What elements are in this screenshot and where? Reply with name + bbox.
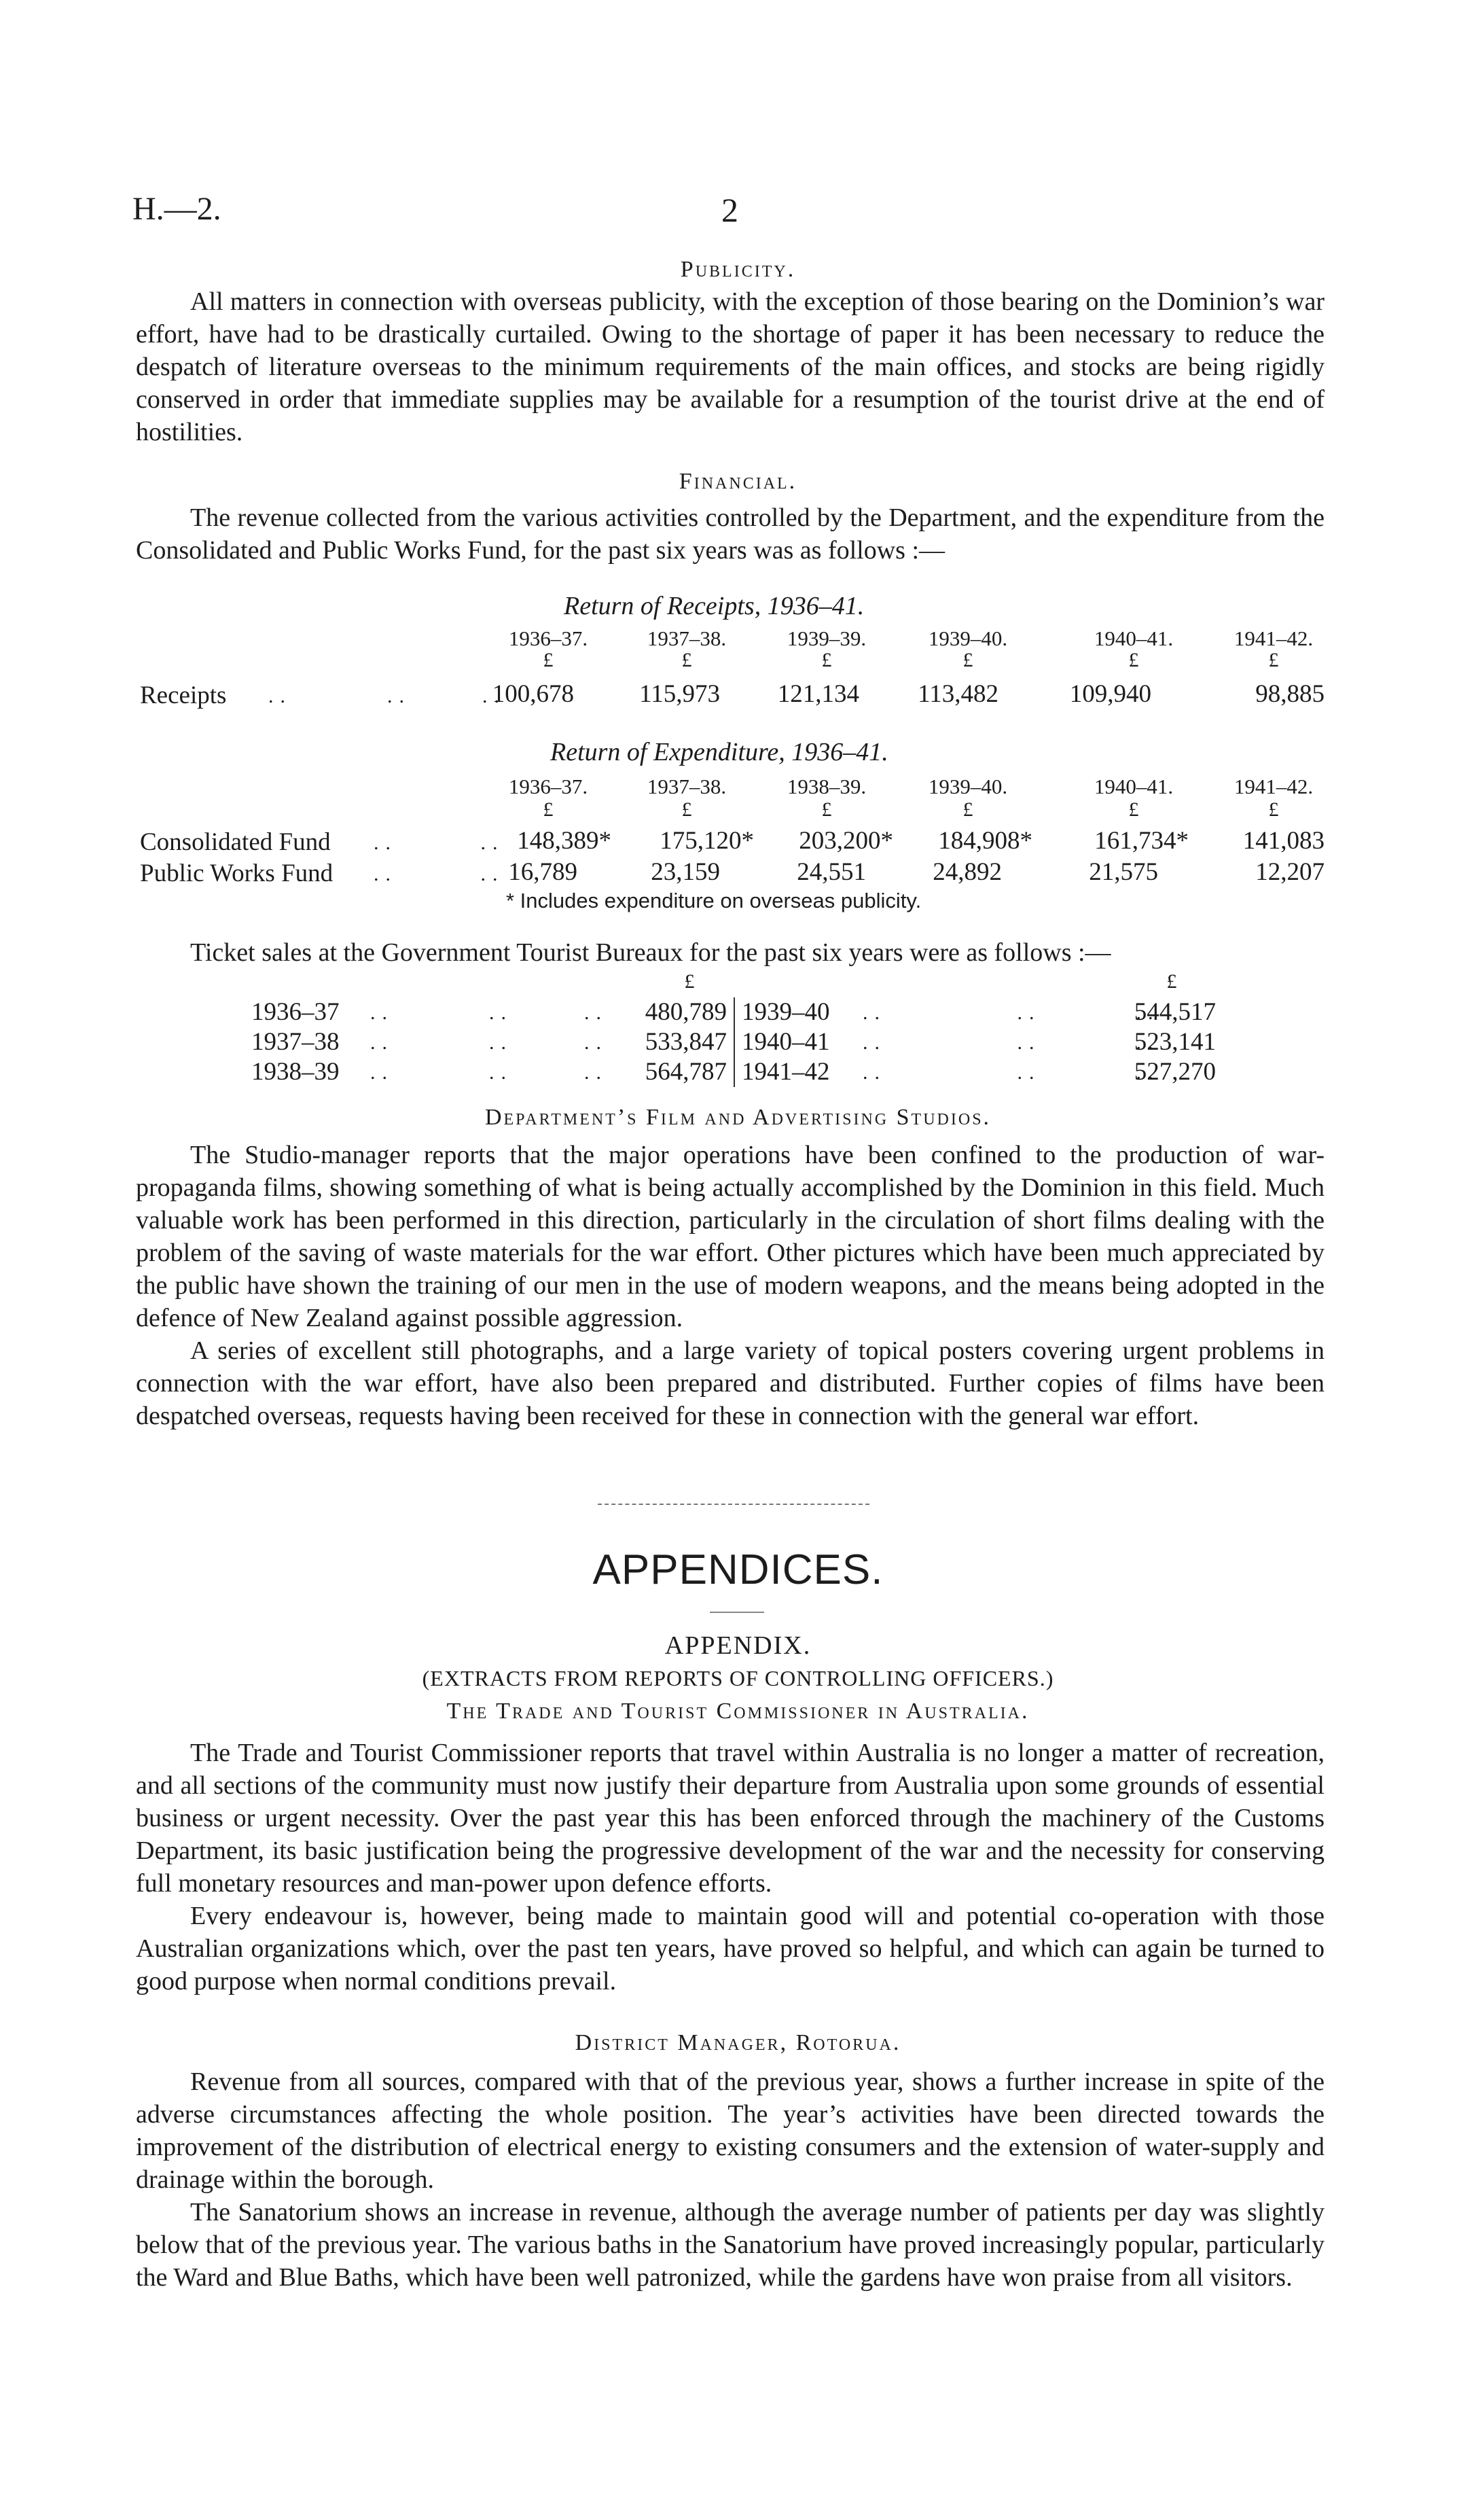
ticket-text: Ticket sales at the Government Tourist Bureaux for the past six years were as follows :— <box>190 938 1111 967</box>
consolidated-value-4: 184,908* <box>938 827 1032 855</box>
expenditure-unit-2: £ <box>681 798 692 821</box>
publicity-text: All matters in connection with overseas publicity, with the exception of those bearing on the Dominion’s war effort, have had to be drastically curtailed. Owing to the shortage of paper it has been necessary to reduce the despatch of literature overseas to the minimum requirements of the main offices, and stocks are being rigidly conserved in order that immediate supplies may be available for a resumption of the tourist drive at the end of hostilities. <box>136 287 1325 446</box>
studios-paragraph-2: A series of excellent still photographs, and a large variety of topical posters covering urgent problems in connection with the war effort, have also been prepared and distributed. Further copies of films have been despatched overseas, requests having been received for these in connection with the general war effort. <box>136 1336 1325 1430</box>
financial-paragraph <box>136 501 1325 567</box>
ticket-right-value-1: 544,517 <box>1134 998 1216 1026</box>
leader-dots: .. .. .. <box>370 1031 608 1054</box>
public-works-fund-label: Public Works Fund <box>140 859 334 887</box>
ticket-right-value-2: 523,141 <box>1134 1028 1216 1056</box>
studios-paragraphs <box>136 1139 1325 1432</box>
receipts-value-3: 121,134 <box>777 680 859 708</box>
ticket-divider <box>734 1027 735 1057</box>
trade-paragraph-1: The Trade and Tourist Commissioner reports that travel within Australia is no longer a matter of recreation, and all sections of the community must now justify their departure from Australia upon some grounds of essential business or urgent necessity. Over the past year this has been enforced through the machinery of the Customs Department, its basic justification being the progressive development of the war and the necessity for conserving full monetary resources and man-power upon defence efforts. <box>136 1739 1325 1898</box>
leader-dots: .. .. .. <box>863 1001 1160 1024</box>
receipts-unit-6: £ <box>1268 649 1279 671</box>
document-code: H.—2. <box>132 191 221 227</box>
public-works-value-1: 16,789 <box>508 858 577 886</box>
receipts-year-2: 1937–38. <box>647 626 727 650</box>
expenditure-footnote: * Includes expenditure on overseas publicity. <box>506 889 922 912</box>
receipts-unit-3: £ <box>821 649 832 671</box>
receipts-year-5: 1940–41. <box>1094 626 1174 650</box>
publicity-title: Publicity. <box>680 257 796 282</box>
ticket-divider <box>734 997 735 1027</box>
expenditure-year-4: 1939–40. <box>928 775 1008 798</box>
consolidated-value-3: 203,200* <box>799 827 893 855</box>
expenditure-table-title: Return of Expenditure, 1936–41. <box>550 738 888 766</box>
public-works-value-6: 12,207 <box>1255 858 1325 886</box>
publicity-paragraph <box>136 285 1325 448</box>
receipts-year-4: 1939–40. <box>928 626 1008 650</box>
receipts-unit-1: £ <box>543 649 554 671</box>
rotorua-title: District Manager, Rotorua. <box>575 2030 901 2055</box>
public-works-value-5: 21,575 <box>1089 858 1158 886</box>
ticket-right-year-1: 1939–40 <box>742 998 830 1026</box>
expenditure-year-1: 1936–37. <box>508 775 588 798</box>
leader-dots: .. .. .. <box>863 1061 1160 1084</box>
leader-dots: .. .. .. <box>370 1001 608 1024</box>
section-divider <box>598 1504 869 1505</box>
ticket-left-year-3: 1938–39 <box>251 1058 340 1086</box>
expenditure-unit-3: £ <box>821 798 832 821</box>
consolidated-value-1: 148,389* <box>517 827 611 855</box>
leader-dots: .. .. .. <box>370 1061 608 1084</box>
public-works-value-3: 24,551 <box>797 858 866 886</box>
page-number: 2 <box>721 191 738 229</box>
receipts-unit-2: £ <box>681 649 692 671</box>
ticket-right-year-2: 1940–41 <box>742 1028 830 1056</box>
trade-commissioner-title: The Trade and Tourist Commissioner in Australia. <box>446 1699 1030 1724</box>
consolidated-value-2: 175,120* <box>660 827 754 855</box>
trade-paragraph-2: Every endeavour is, however, being made to maintain good will and potential co-operation with those Australian organizations which, over the past ten years, have proved so helpful, and which can again be turned to good purpose when normal conditions prevail. <box>136 1902 1325 1995</box>
receipts-value-4: 113,482 <box>918 680 998 708</box>
receipts-unit-5: £ <box>1128 649 1139 671</box>
expenditure-unit-6: £ <box>1268 798 1279 821</box>
ticket-divider <box>734 1057 735 1087</box>
receipts-row-label: Receipts <box>140 681 227 709</box>
short-rule <box>710 1612 764 1613</box>
expenditure-year-2: 1937–38. <box>647 775 727 798</box>
studios-paragraph-1: The Studio-manager reports that the major operations have been confined to the production of war-propaganda films, showing something of what is being actually accomplished by the Dominion in this field. Much valuable work has been performed in this direction, particularly in the circulation of short films dealing with the problem of the saving of waste materials for the war effort. Other pictures which have been much appreciated by the public have shown the training of our men in the use of modern weapons, and the means being adopted in the defence of New Zealand against possible aggression. <box>136 1141 1325 1332</box>
receipts-year-1: 1936–37. <box>508 626 588 650</box>
ticket-left-value-1: 480,789 <box>645 998 727 1026</box>
leader-dots: .. .. .. <box>863 1031 1160 1054</box>
consolidated-fund-label: Consolidated Fund <box>140 828 331 856</box>
receipts-value-5: 109,940 <box>1069 680 1151 708</box>
appendix-title: APPENDIX. <box>664 1631 812 1660</box>
ticket-right-value-3: 527,270 <box>1134 1058 1216 1086</box>
trade-commissioner-paragraphs <box>136 1737 1325 1998</box>
receipts-year-6: 1941–42. <box>1234 626 1314 650</box>
leader-dots: .. .. <box>374 832 505 854</box>
rotorua-paragraph-1: Revenue from all sources, compared with that of the previous year, shows a further increase in spite of the adverse circumstances affecting the whole position. The year’s activities have been directed towards the improvement of the distribution of electrical energy to existing consumers and the extension of water-supply and drainage within the borough. <box>136 2068 1325 2194</box>
receipts-value-2: 115,973 <box>639 680 720 708</box>
receipts-value-1: 100,678 <box>492 680 574 708</box>
ticket-right-year-3: 1941–42 <box>742 1058 830 1086</box>
expenditure-unit-1: £ <box>543 798 554 821</box>
ticket-paragraph <box>136 936 1325 969</box>
receipts-value-6: 98,885 <box>1255 680 1325 708</box>
consolidated-value-5: 161,734* <box>1094 827 1189 855</box>
expenditure-year-5: 1940–41. <box>1094 775 1174 798</box>
public-works-value-4: 24,892 <box>933 858 1002 886</box>
appendix-subtitle: (EXTRACTS FROM REPORTS OF CONTROLLING OFFICERS.) <box>422 1666 1054 1690</box>
expenditure-year-3: 1938–39. <box>787 775 867 798</box>
financial-title: Financial. <box>679 469 797 494</box>
expenditure-year-6: 1941–42. <box>1234 775 1314 798</box>
rotorua-paragraph-2: The Sanatorium shows an increase in revenue, although the average number of patients per day was slightly below that of the previous year. The various baths in the Sanatorium have proved increasingly popular, particularly the Ward and Blue Baths, which have been well patronized, while the gardens have won praise from all visitors. <box>136 2198 1325 2292</box>
ticket-left-year-1: 1936–37 <box>251 998 340 1026</box>
financial-text: The revenue collected from the various activities controlled by the Department, and the expenditure from the Consolidated and Public Works Fund, for the past six years was as follows :— <box>136 503 1325 565</box>
ticket-left-value-2: 533,847 <box>645 1028 727 1056</box>
ticket-unit-left: £ <box>684 970 695 993</box>
ticket-unit-right: £ <box>1166 970 1177 993</box>
receipts-year-3: 1939–39. <box>787 626 867 650</box>
receipts-unit-4: £ <box>962 649 973 671</box>
leader-dots: .. .. .. <box>268 685 506 707</box>
leader-dots: .. .. <box>374 863 505 885</box>
receipts-table-title: Return of Receipts, 1936–41. <box>564 592 865 620</box>
studios-title: Department’s Film and Advertising Studios. <box>484 1105 992 1130</box>
ticket-left-value-3: 564,787 <box>645 1058 727 1086</box>
expenditure-unit-4: £ <box>962 798 973 821</box>
consolidated-value-6: 141,083 <box>1242 827 1325 855</box>
expenditure-unit-5: £ <box>1128 798 1139 821</box>
public-works-value-2: 23,159 <box>651 858 720 886</box>
ticket-left-year-2: 1937–38 <box>251 1028 340 1056</box>
rotorua-paragraphs <box>136 2065 1325 2294</box>
appendices-heading: APPENDICES. <box>592 1546 884 1593</box>
